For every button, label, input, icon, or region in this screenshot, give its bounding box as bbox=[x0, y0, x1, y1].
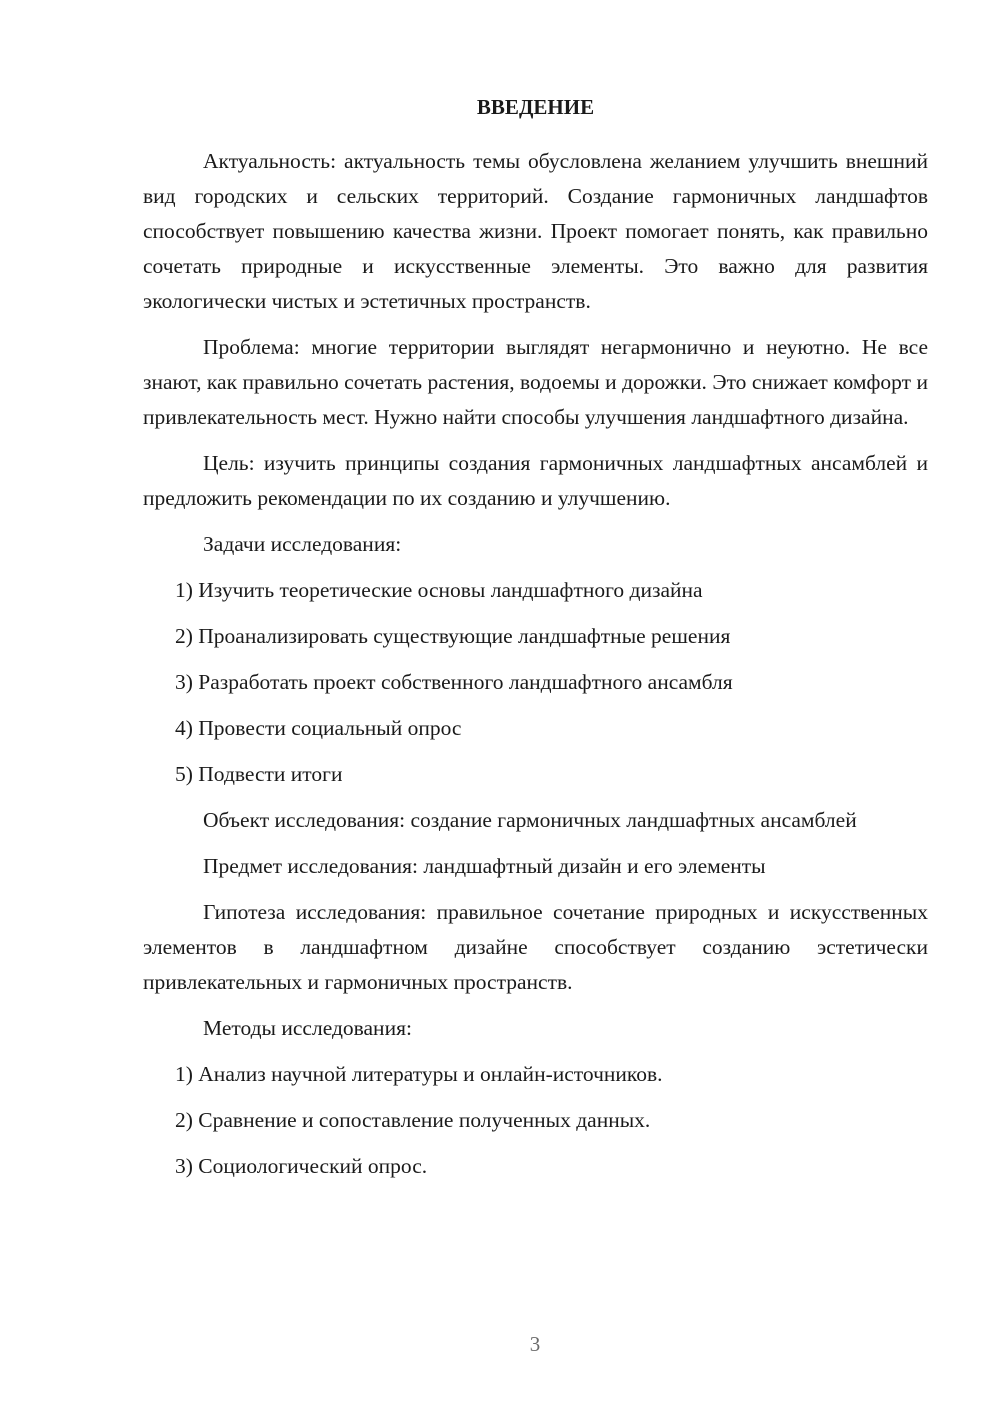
document-page bbox=[143, 92, 928, 1195]
subject-paragraph: Предмет исследования: ландшафтный дизайн и его элементы bbox=[203, 854, 766, 878]
page-number: 3 bbox=[529, 1332, 541, 1356]
hypothesis-paragraph: Гипотеза исследования: правильное сочетание природных и искусственных элементов в ландшафтном дизайне способствует созданию эстетически привлекательных и гармоничных пространств. bbox=[143, 900, 928, 994]
goal-paragraph: Цель: изучить принципы создания гармоничных ландшафтных ансамблей и предложить рекомендации по их созданию и улучшению. bbox=[143, 451, 928, 510]
list-item: 1) Анализ научной литературы и онлайн-источников. bbox=[175, 1062, 663, 1086]
problem-paragraph: Проблема: многие территории выглядят негармонично и неуютно. Не все знают, как правильно сочетать растения, водоемы и дорожки. Это снижает комфорт и привлекательность мест. Нужно найти способы улучшения ландшафтного дизайна. bbox=[143, 335, 928, 429]
list-item: 4) Провести социальный опрос bbox=[175, 716, 462, 740]
list-item: 3) Разработать проект собственного ландшафтного ансамбля bbox=[175, 670, 733, 694]
tasks-heading: Задачи исследования: bbox=[203, 532, 402, 556]
object-paragraph: Объект исследования: создание гармоничных ландшафтных ансамблей bbox=[203, 808, 857, 832]
list-item: 1) Изучить теоретические основы ландшафтного дизайна bbox=[175, 578, 703, 602]
relevance-paragraph: Актуальность: актуальность темы обусловлена желанием улучшить внешний вид городских и сельских территорий. Создание гармоничных ландшафтов способствует повышению качества жизни. Проект помогает понять, как правильно сочетать природные и искусственные элементы. Это важно для развития экологически чистых и эстетичных пространств. bbox=[143, 149, 928, 313]
tasks-list bbox=[143, 573, 928, 792]
list-item: 3) Социологический опрос. bbox=[175, 1154, 428, 1178]
list-item: 5) Подвести итоги bbox=[175, 762, 343, 786]
list-item: 2) Проанализировать существующие ландшафтные решения bbox=[175, 624, 731, 648]
methods-list bbox=[143, 1057, 928, 1184]
methods-heading: Методы исследования: bbox=[203, 1016, 412, 1040]
list-item: 2) Сравнение и сопоставление полученных данных. bbox=[175, 1108, 651, 1132]
page-title: ВВЕДЕНИЕ bbox=[476, 95, 595, 119]
